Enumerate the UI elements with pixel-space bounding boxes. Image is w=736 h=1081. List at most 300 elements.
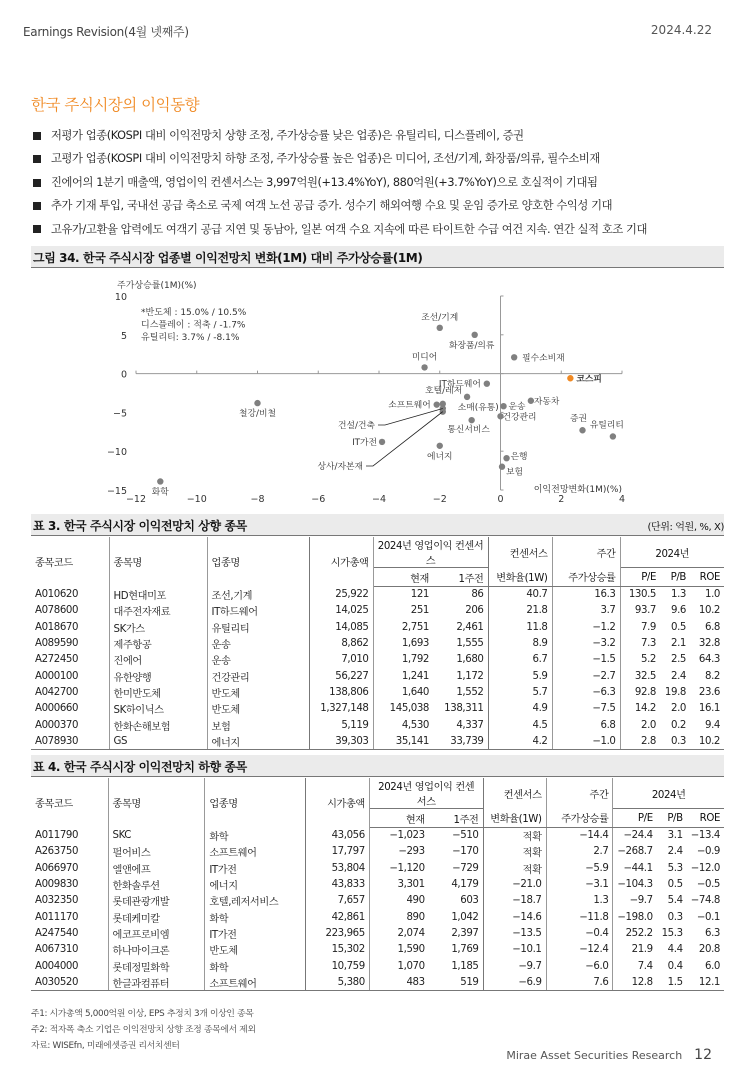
table-cell: 운송 — [207, 635, 309, 651]
chart-annotation: 유틸리티: 3.7% / -8.1% — [141, 333, 240, 343]
footnote: 주1: 시가총액 5,000억원 이상, EPS 추정치 3개 이상인 종목 — [31, 1009, 254, 1019]
table-cell: 0.4 — [667, 960, 683, 972]
table-cell: −14.6 — [483, 909, 546, 925]
table-cell: A009830 — [31, 876, 108, 892]
table-cell: 7,010 — [309, 652, 373, 668]
table-cell: 206 — [433, 603, 488, 619]
table-cell: 1,769 — [429, 942, 483, 958]
table-cell: IT하드웨어 — [207, 603, 309, 619]
table-row — [31, 717, 724, 733]
table-cell: −510 — [429, 828, 483, 844]
point-label: IT가전 — [352, 437, 378, 448]
point-label: 은행 — [510, 452, 528, 463]
col-code: 종목코드 — [31, 778, 108, 828]
table-cell: A067310 — [31, 942, 108, 958]
table-cell: 20.8 — [698, 944, 720, 956]
table-cell: −10.1 — [483, 942, 546, 958]
table-cell: −24.4 — [623, 830, 653, 842]
table-cell: 조선,기계 — [207, 587, 309, 603]
col-name: 종목명 — [109, 537, 207, 587]
point-label: 철강/비철 — [239, 409, 276, 420]
table-cell: 17,797 — [306, 844, 369, 860]
table-row — [31, 828, 724, 844]
table-cell: −7.5 — [552, 701, 620, 717]
data-point — [437, 443, 443, 449]
table-cell: 유한양행 — [109, 668, 207, 684]
x-tick-label: −10 — [186, 494, 207, 505]
col-mcap: 시가총액 — [306, 778, 369, 828]
table-cell: 121 — [410, 589, 429, 601]
table-cell: 2.1 — [670, 638, 686, 650]
table-cell: A030520 — [31, 974, 108, 990]
table-cell: A078930 — [31, 733, 109, 749]
col-year-group: 2024년 — [620, 537, 724, 568]
table-cell: 42,861 — [306, 909, 369, 925]
table-cell: 56,227 — [309, 668, 373, 684]
table-cell: 8.9 — [488, 635, 552, 651]
table-cell: 반도체 — [207, 684, 309, 700]
table-cell: −18.7 — [483, 893, 546, 909]
table-cell: 4,179 — [429, 876, 483, 892]
table-cell: 10,759 — [306, 958, 369, 974]
table-cell: 7.3 — [640, 638, 656, 650]
table-cell: −3.1 — [546, 876, 613, 892]
table-cell: 1.3 — [670, 589, 686, 601]
table-cell: 화학 — [205, 828, 306, 844]
y-tick-label: 0 — [120, 369, 127, 381]
chart-annotation: 디스플레이 : 적축 / -1.7% — [141, 320, 246, 331]
x-tick-label: −6 — [311, 494, 326, 505]
table-cell: 펄어비스 — [108, 844, 205, 860]
table-row — [31, 668, 724, 684]
table-cell: −0.4 — [546, 925, 613, 941]
point-label: 유틸리티 — [589, 420, 624, 431]
col-change-top: 컨센서스 — [488, 537, 552, 568]
table-cell: 519 — [429, 974, 483, 990]
x-tick-label: −2 — [432, 494, 447, 505]
table-cell: −44.1 — [623, 862, 653, 874]
table-cell: −268.7 — [617, 846, 653, 858]
table-cell: 5.7 — [488, 684, 552, 700]
data-point — [511, 354, 517, 360]
col-return-top: 주간 — [546, 778, 613, 809]
summary-bullets — [33, 124, 723, 241]
table-cell: −74.8 — [690, 895, 720, 907]
table-cell: 0.5 — [667, 879, 683, 891]
point-label: 코스피 — [576, 374, 602, 385]
table-cell: 19.8 — [664, 686, 686, 698]
table-cell: 호텔,레저서비스 — [205, 893, 306, 909]
bullet-square-icon — [33, 225, 41, 233]
table-cell: 1,241 — [401, 670, 429, 682]
table-cell: 14.2 — [634, 703, 656, 715]
table-cell: 1.3 — [546, 893, 613, 909]
table-cell: −198.0 — [617, 911, 653, 923]
col-pe: P/E — [620, 568, 660, 587]
table-row — [31, 652, 724, 668]
table-cell: A010620 — [31, 587, 109, 603]
table-cell: SK하이닉스 — [109, 701, 207, 717]
table-cell: GS — [109, 733, 207, 749]
table-cell: 1,590 — [397, 944, 425, 956]
table-cell: SK가스 — [109, 619, 207, 635]
x-tick-label: 2 — [558, 494, 565, 505]
table-cell: 2,461 — [433, 619, 488, 635]
col-return: 주가상승률 — [552, 568, 620, 587]
table-row — [31, 733, 724, 749]
data-point — [499, 464, 505, 470]
table-cell: 0.3 — [667, 911, 683, 923]
table-cell: 롯데관광개발 — [108, 893, 205, 909]
table-cell: 반도체 — [205, 942, 306, 958]
table-cell: 소프트웨어 — [205, 974, 306, 990]
table-cell: 1,640 — [401, 686, 429, 698]
table-cell: −9.7 — [483, 958, 546, 974]
table-cell: −104.3 — [617, 879, 653, 891]
data-point — [579, 427, 585, 433]
table-cell: −0.1 — [696, 911, 720, 923]
table-cell: −6.0 — [546, 958, 613, 974]
point-label: 소매(유통) — [457, 402, 499, 413]
point-label: 미디어 — [411, 352, 438, 363]
table-cell: 9.6 — [670, 605, 686, 617]
table-cell: 적확 — [483, 844, 546, 860]
point-label: 화학 — [151, 487, 169, 498]
table-cell: 32.5 — [634, 670, 656, 682]
table-cell: A247540 — [31, 925, 108, 941]
table-cell: 6.8 — [552, 717, 620, 733]
table-cell: 138,311 — [433, 701, 488, 717]
report-title: Earnings Revision(4월 넷째주) — [23, 25, 189, 39]
table-cell: −0.9 — [696, 846, 720, 858]
table-cell: 138,806 — [309, 684, 373, 700]
table-cell: 40.7 — [488, 587, 552, 603]
data-point — [500, 403, 506, 409]
table-cell: 64.3 — [698, 654, 720, 666]
y-tick-label: 5 — [120, 330, 127, 342]
bullet-item: 추가 기재 투입, 국내선 공급 축소로 국제 여객 노선 공급 증가. 성수기 해외여행 수요 및 운임 증가로 양호한 수익성 기대 — [33, 194, 723, 217]
table-cell: 한미반도체 — [109, 684, 207, 700]
table-row — [31, 603, 724, 619]
point-label: 에너지 — [427, 451, 453, 462]
col-name: 종목명 — [108, 778, 205, 828]
table-cell: 7.9 — [640, 621, 656, 633]
point-label: 소프트웨어 — [388, 400, 431, 411]
table-row — [31, 974, 724, 990]
table-cell: 12.8 — [613, 974, 657, 990]
table-cell: 롯데케미칼 — [108, 909, 205, 925]
table-cell: 11.8 — [488, 619, 552, 635]
table-cell: 진에어 — [109, 652, 207, 668]
table-cell: 5.2 — [640, 654, 656, 666]
table-cell: 4.9 — [488, 701, 552, 717]
x-tick-label: −12 — [125, 494, 147, 505]
table-row — [31, 860, 724, 876]
table-cell: 5.3 — [667, 862, 683, 874]
table-cell: A042700 — [31, 684, 109, 700]
point-label: 통신서비스 — [447, 425, 490, 436]
col-roe: ROE — [690, 568, 724, 587]
table-cell: −12.0 — [690, 862, 720, 874]
table-cell: 9.4 — [704, 719, 720, 731]
y-tick-label: −10 — [106, 447, 127, 459]
table-cell: 1,693 — [401, 638, 429, 650]
point-label: 건설/건축 — [338, 421, 375, 431]
table-cell: 보험 — [207, 717, 309, 733]
table-cell: 35,141 — [373, 733, 433, 749]
table-cell: IT가전 — [205, 925, 306, 941]
table-cell: 1,555 — [433, 635, 488, 651]
table-cell: 223,965 — [306, 925, 369, 941]
table-cell: 에너지 — [207, 733, 309, 749]
point-label: IT하드웨어 — [438, 379, 481, 390]
table-cell: 7,657 — [306, 893, 369, 909]
col-consensus-group: 2024년 영업이익 컨센서스 — [369, 778, 483, 809]
bullet-item: 고평가 업종(KOSPI 대비 이익전망치 하향 조정, 주가상승률 높은 업종)은 미디어, 조선/기계, 화장품/의류, 필수소비재 — [33, 147, 723, 170]
table-cell: 6.8 — [704, 621, 720, 633]
data-point — [567, 375, 573, 381]
table-cell: 롯데정밀화학 — [108, 958, 205, 974]
table-cell: 2,074 — [397, 927, 425, 939]
table-cell: A018670 — [31, 619, 109, 635]
col-pb: P/B — [660, 568, 690, 587]
table-cell: A011790 — [31, 828, 108, 844]
table-cell: 53,804 — [306, 860, 369, 876]
x-tick-label: −8 — [250, 494, 265, 505]
y-tick-label: 10 — [114, 292, 127, 303]
point-label: 필수소비재 — [522, 353, 565, 364]
table-cell: 적확 — [483, 828, 546, 844]
table-cell: 15,302 — [306, 942, 369, 958]
x-axis-title: 이익전망변화(1M)(%) — [533, 485, 622, 495]
table-cell: A089590 — [31, 635, 109, 651]
bullet-item: 진에어의 1분기 매출액, 영업이익 컨센서스는 3,997억원(+13.4%YoY), 880억원(+3.7%YoY)으로 호실적이 기대됨 — [33, 171, 723, 194]
table-cell: 제주항공 — [109, 635, 207, 651]
table-row — [31, 619, 724, 635]
table-cell: 5,119 — [309, 717, 373, 733]
table-cell: −2.7 — [552, 668, 620, 684]
table-cell: 12.1 — [687, 974, 724, 990]
col-year-group: 2024년 — [613, 778, 724, 809]
table-cell: 39,303 — [309, 733, 373, 749]
table-cell: 145,038 — [389, 703, 429, 715]
table-row — [31, 876, 724, 892]
table-cell: 4.4 — [667, 944, 683, 956]
table-cell: 21.8 — [488, 603, 552, 619]
table-cell: 유틸리티 — [207, 619, 309, 635]
table-cell: 0.3 — [660, 733, 690, 749]
table-cell: 252.2 — [625, 927, 653, 939]
table-cell: 7.4 — [637, 960, 653, 972]
col-roe: ROE — [687, 809, 724, 828]
data-point — [421, 364, 427, 370]
bullet-square-icon — [33, 132, 41, 140]
table-cell: 130.5 — [628, 589, 656, 601]
y-axis-title: 주가상승률(1M)(%) — [117, 281, 197, 291]
table-row — [31, 958, 724, 974]
col-sector: 업종명 — [207, 537, 309, 587]
table-cell: 14,025 — [309, 603, 373, 619]
table-cell: SKC — [108, 828, 205, 844]
point-label: 상사/자본재 — [317, 462, 363, 472]
table-cell: 15.3 — [661, 927, 683, 939]
table-row — [31, 909, 724, 925]
table-cell: −5.9 — [546, 860, 613, 876]
table-cell: 2,397 — [429, 925, 483, 941]
bullet-item: 고유가/고환율 압력에도 여객기 공급 지연 및 동남아, 일본 여객 수요 지속에 따른 타이트한 수급 여건 지속. 연간 실적 호조 기대 — [33, 218, 723, 241]
table-cell: 에너지 — [205, 876, 306, 892]
table-cell: 6.0 — [704, 960, 720, 972]
table-cell: A078600 — [31, 603, 109, 619]
bullet-square-icon — [33, 179, 41, 187]
table-row — [31, 635, 724, 651]
table-cell: 1,185 — [429, 958, 483, 974]
table-row — [31, 942, 724, 958]
table-cell: −0.5 — [696, 879, 720, 891]
source-note: 자료: WISEfn, 미래에셋증권 리서치센터 — [31, 1041, 180, 1051]
point-label: 호텔/레저 — [425, 385, 463, 396]
table-cell: A004000 — [31, 958, 108, 974]
x-tick-label: −4 — [371, 494, 387, 505]
table-cell: 86 — [433, 587, 488, 603]
table-cell: 한화솔루션 — [108, 876, 205, 892]
col-change: 변화율(1W) — [483, 809, 546, 828]
col-week-ago: 1주전 — [433, 568, 488, 587]
col-mcap: 시가총액 — [309, 537, 373, 587]
table-cell: HD현대미포 — [109, 587, 207, 603]
table-row — [31, 587, 724, 603]
table-cell: 운송 — [207, 652, 309, 668]
chart-canvas — [31, 270, 724, 510]
scatter-chart — [31, 270, 724, 510]
footnotes — [31, 1006, 256, 1054]
table-cell: 1.0 — [704, 589, 720, 601]
table-cell: −1.0 — [552, 733, 620, 749]
data-point — [484, 380, 490, 386]
table-cell: 1,327,148 — [309, 701, 373, 717]
table-cell: 반도체 — [207, 701, 309, 717]
data-point — [157, 478, 163, 484]
table-cell: 대주전자재료 — [109, 603, 207, 619]
data-point — [503, 455, 509, 461]
table-cell: 에코프로비엠 — [108, 925, 205, 941]
table-cell: 33,739 — [433, 733, 488, 749]
table-cell: 2.7 — [546, 844, 613, 860]
table-cell: 0.5 — [670, 621, 686, 633]
table-cell: 251 — [410, 605, 429, 617]
table-cell: IT가전 — [205, 860, 306, 876]
table-cell: −13.5 — [483, 925, 546, 941]
table-cell: 3,301 — [397, 879, 425, 891]
table-cell: 2,751 — [401, 621, 429, 633]
table-cell: 1,042 — [429, 909, 483, 925]
col-pe: P/E — [613, 809, 657, 828]
table-cell: 603 — [429, 893, 483, 909]
table-cell: −12.4 — [546, 942, 613, 958]
table-cell: A032350 — [31, 893, 108, 909]
bullet-item: 저평가 업종(KOSPI 대비 이익전망치 상향 조정, 주가상승률 낮은 업종)은 유틸리티, 디스플레이, 증권 — [33, 124, 723, 147]
point-label: 건강관리 — [502, 412, 537, 423]
table-cell: 3.7 — [552, 603, 620, 619]
table-cell: 490 — [406, 895, 425, 907]
table-cell: A011170 — [31, 909, 108, 925]
table-cell: 0.2 — [670, 719, 686, 731]
table-cell: 483 — [369, 974, 428, 990]
table-cell: −13.4 — [690, 830, 720, 842]
table-cell: 5.9 — [488, 668, 552, 684]
table-cell: 8.2 — [704, 670, 720, 682]
table-row — [31, 925, 724, 941]
table-cell: −1,023 — [389, 830, 425, 842]
table-cell: −1,120 — [389, 862, 425, 874]
table-cell: 23.6 — [698, 686, 720, 698]
table-cell: 엘앤에프 — [108, 860, 205, 876]
table-cell: −9.7 — [629, 895, 653, 907]
bullet-square-icon — [33, 155, 41, 163]
x-tick-label: 0 — [497, 494, 504, 505]
col-change-top: 컨센서스 — [483, 778, 546, 809]
table-cell: 6.7 — [488, 652, 552, 668]
footnote: 주2: 적자폭 축소 기업은 이익전망치 상향 조정 종목에서 제외 — [31, 1025, 256, 1035]
table-cell: 한화손해보험 — [109, 717, 207, 733]
y-tick-label: −15 — [106, 486, 127, 497]
footer-org: Mirae Asset Securities Research — [506, 1049, 683, 1062]
point-label: 운송 — [508, 402, 526, 413]
table3-title: 표 3. 한국 주식시장 이익전망치 상향 종목 (단위: 억원, %, X) — [31, 514, 724, 536]
table-row — [31, 684, 724, 700]
table-row — [31, 893, 724, 909]
table-cell: 16.1 — [698, 703, 720, 715]
table-cell: 43,056 — [306, 828, 369, 844]
table-cell: −21.0 — [483, 876, 546, 892]
table-cell: 화학 — [205, 909, 306, 925]
table-cell: 43,833 — [306, 876, 369, 892]
table-cell: 10.2 — [698, 605, 720, 617]
table4-title: 표 4. 한국 주식시장 이익전망치 하향 종목 — [31, 755, 724, 777]
bullet-square-icon — [33, 202, 41, 210]
table-cell: 890 — [406, 911, 425, 923]
table-cell: 3.1 — [667, 830, 683, 842]
point-label: 화장품/의류 — [448, 340, 495, 351]
page-footer — [506, 1047, 712, 1063]
data-point — [471, 332, 477, 338]
table-cell: 2.0 — [670, 703, 686, 715]
table-cell: A000370 — [31, 717, 109, 733]
table-cell: 25,922 — [309, 587, 373, 603]
point-label: 조선/기계 — [421, 312, 459, 323]
col-change: 변화율(1W) — [488, 568, 552, 587]
table-cell: 5,380 — [306, 974, 369, 990]
col-pb: P/B — [657, 809, 687, 828]
table-cell: 16.3 — [552, 587, 620, 603]
table-cell: −1.2 — [552, 619, 620, 635]
table-cell: 4,337 — [433, 717, 488, 733]
data-point — [468, 417, 474, 423]
col-current: 현재 — [369, 809, 428, 828]
table-cell: 2.4 — [670, 670, 686, 682]
section-title: 한국 주식시장의 이익동향 — [31, 96, 200, 114]
table-cell: 6.3 — [704, 927, 720, 939]
table-cell: 1,680 — [433, 652, 488, 668]
chart-annotation: *반도체 : 15.0% / 10.5% — [141, 308, 247, 318]
table-cell: 2.4 — [667, 846, 683, 858]
table-cell: A272450 — [31, 652, 109, 668]
table-cell: 21.9 — [631, 944, 653, 956]
table-cell: 92.8 — [634, 686, 656, 698]
table-cell: −6.3 — [552, 684, 620, 700]
table-cell: 32.8 — [698, 638, 720, 650]
data-point — [464, 394, 470, 400]
